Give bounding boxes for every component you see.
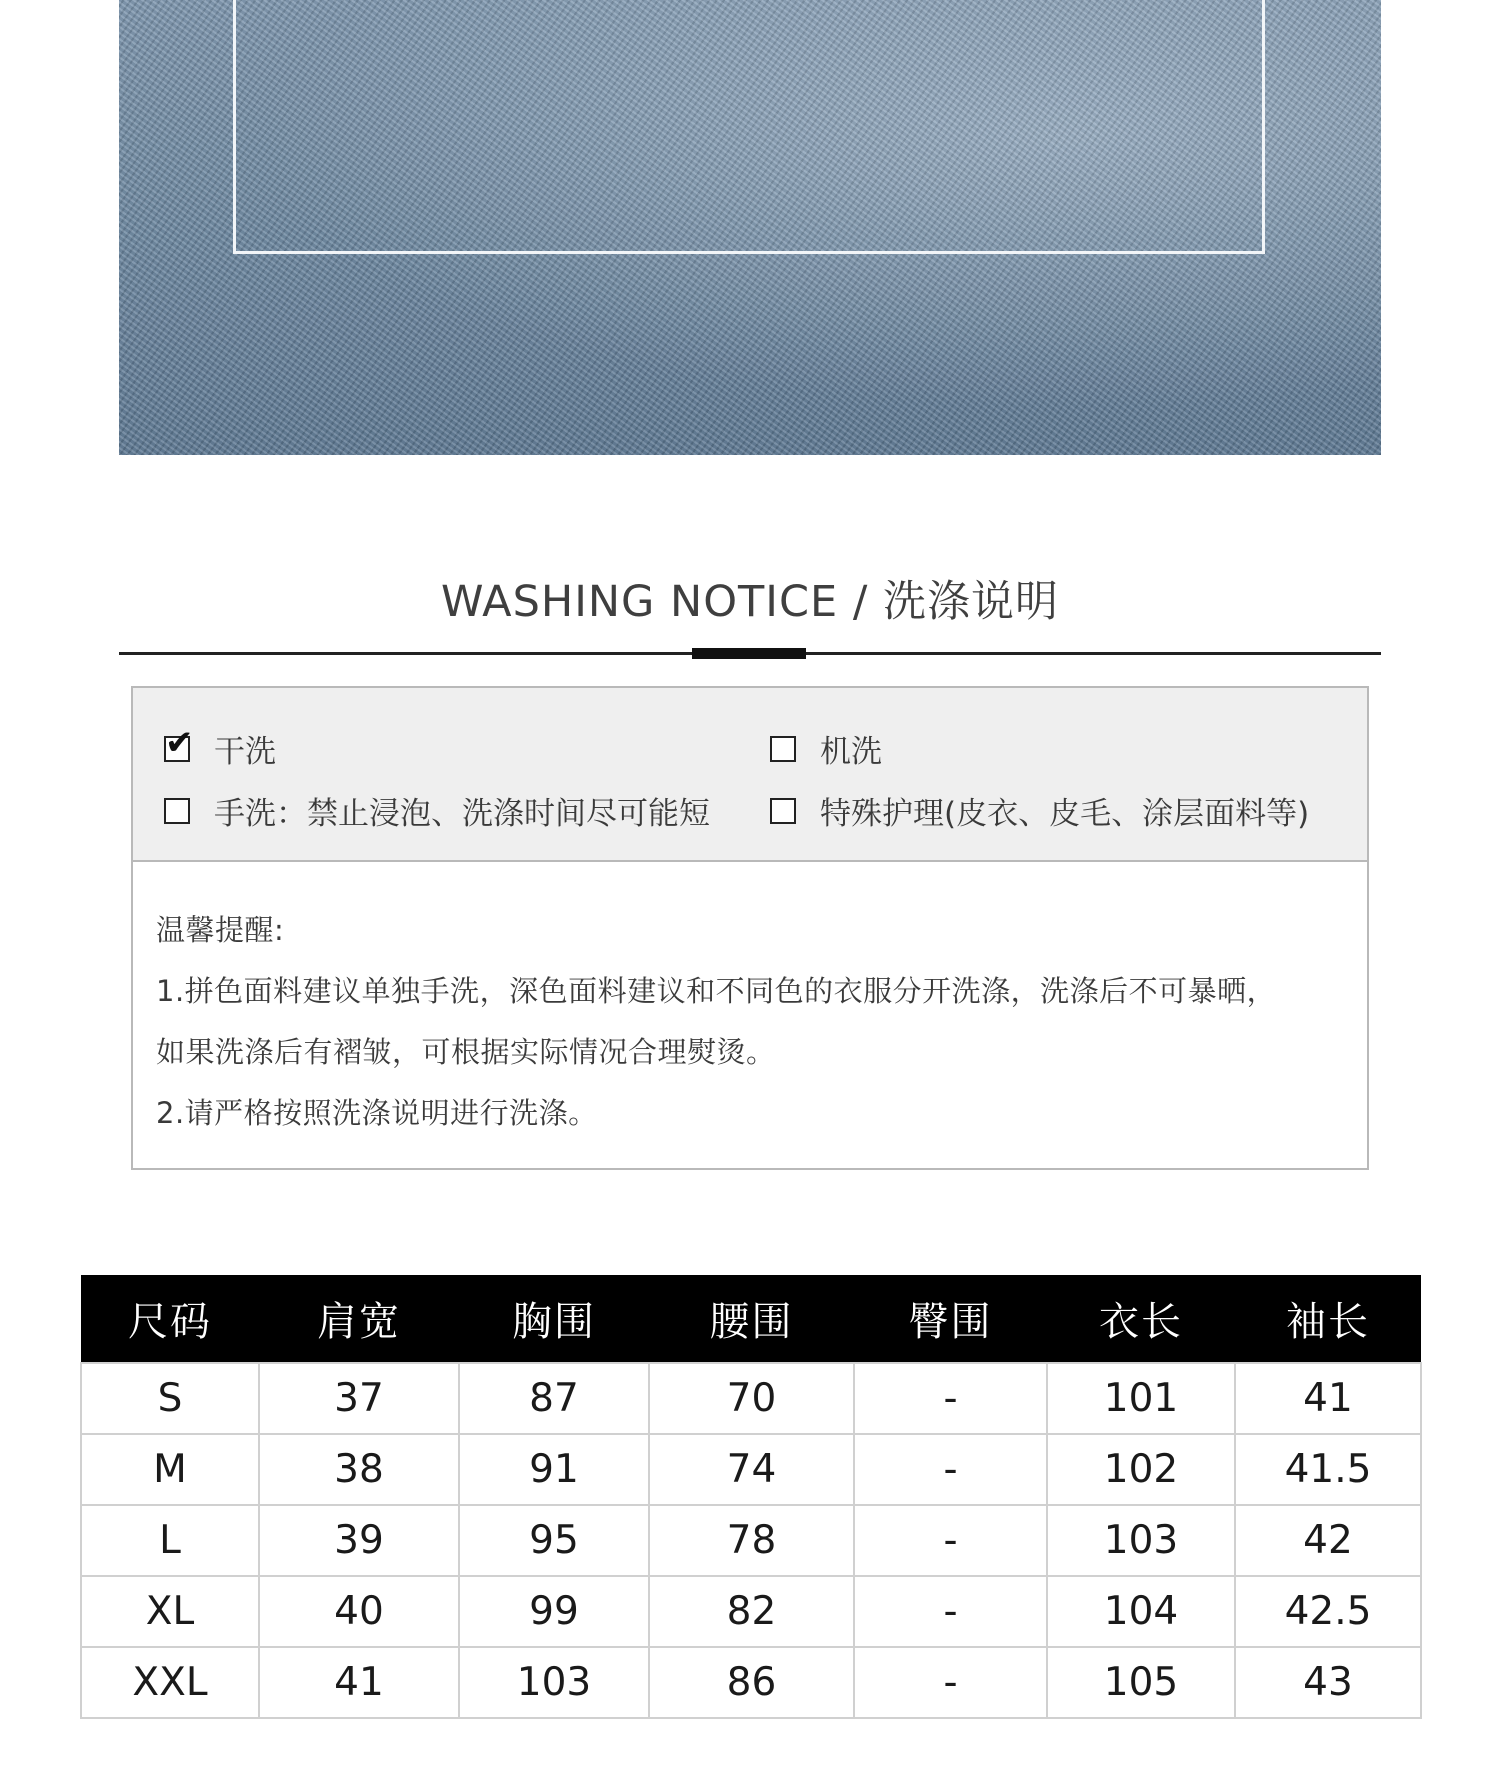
- option-hand-wash: [164, 788, 710, 833]
- table-cell: XL: [81, 1576, 259, 1647]
- table-cell: 101: [1047, 1363, 1235, 1434]
- table-row: [81, 1647, 1421, 1718]
- header-length: 衣长: [1047, 1275, 1235, 1363]
- option-label: 机洗: [820, 734, 882, 770]
- washing-options-panel: [133, 688, 1367, 862]
- option-machine-wash: [770, 726, 882, 771]
- washing-reminder-notes: [133, 862, 1367, 1144]
- header-shoulder: 肩宽: [259, 1275, 459, 1363]
- table-cell: 39: [259, 1505, 459, 1576]
- washing-notice-title: WASHING NOTICE / 洗涤说明: [440, 577, 1060, 627]
- table-cell: M: [81, 1434, 259, 1505]
- table-row: [81, 1576, 1421, 1647]
- table-cell: 41: [1235, 1363, 1421, 1434]
- size-chart-table: [80, 1275, 1422, 1719]
- table-cell: 87: [459, 1363, 649, 1434]
- washing-instructions-box: [131, 686, 1369, 1170]
- size-table-header-row: [81, 1275, 1421, 1363]
- fabric-detail-image: [119, 0, 1381, 455]
- header-size: 尺码: [81, 1275, 259, 1363]
- table-cell: -: [854, 1505, 1047, 1576]
- table-cell: 86: [649, 1647, 854, 1718]
- reminder-line: 2.请严格按照洗涤说明进行洗涤。: [156, 1096, 598, 1130]
- table-cell: 82: [649, 1576, 854, 1647]
- checkbox-checked-icon: [164, 722, 194, 763]
- table-cell: 104: [1047, 1576, 1235, 1647]
- header-chest: 胸围: [459, 1275, 649, 1363]
- table-cell: 40: [259, 1576, 459, 1647]
- table-cell: 42.5: [1235, 1576, 1421, 1647]
- checkbox-empty-icon: [770, 736, 796, 762]
- table-cell: -: [854, 1434, 1047, 1505]
- header-sleeve: 袖长: [1235, 1275, 1421, 1363]
- option-special-care: [770, 788, 1309, 833]
- table-cell: 41.5: [1235, 1434, 1421, 1505]
- table-cell: 74: [649, 1434, 854, 1505]
- table-cell: L: [81, 1505, 259, 1576]
- table-cell: -: [854, 1647, 1047, 1718]
- reminder-heading: 温馨提醒:: [156, 913, 285, 947]
- table-cell: 103: [1047, 1505, 1235, 1576]
- table-cell: 37: [259, 1363, 459, 1434]
- table-cell: 70: [649, 1363, 854, 1434]
- table-cell: -: [854, 1363, 1047, 1434]
- table-cell: 105: [1047, 1647, 1235, 1718]
- table-row: [81, 1434, 1421, 1505]
- reminder-line: 1.拼色面料建议单独手洗，深色面料建议和不同色的衣服分开洗涤，洗涤后不可暴晒，: [156, 974, 1277, 1008]
- title-divider-accent: [692, 648, 806, 659]
- table-cell: 91: [459, 1434, 649, 1505]
- option-label: 干洗: [214, 734, 276, 770]
- checkbox-empty-icon: [164, 798, 190, 824]
- table-row: [81, 1505, 1421, 1576]
- table-cell: 78: [649, 1505, 854, 1576]
- table-cell: -: [854, 1576, 1047, 1647]
- option-label: 特殊护理(皮衣、皮毛、涂层面料等): [820, 796, 1310, 832]
- table-cell: XXL: [81, 1647, 259, 1718]
- table-row: [81, 1363, 1421, 1434]
- table-cell: 42: [1235, 1505, 1421, 1576]
- header-waist: 腰围: [649, 1275, 854, 1363]
- table-cell: 102: [1047, 1434, 1235, 1505]
- reminder-line: 如果洗涤后有褶皱，可根据实际情况合理熨烫。: [156, 1035, 776, 1069]
- fabric-frame-border: [233, 0, 1265, 254]
- check-mark-icon: ✔: [165, 722, 194, 763]
- table-cell: 99: [459, 1576, 649, 1647]
- table-cell: 38: [259, 1434, 459, 1505]
- checkbox-empty-icon: [770, 798, 796, 824]
- table-cell: 41: [259, 1647, 459, 1718]
- option-label: 手洗：禁止浸泡、洗涤时间尽可能短: [214, 796, 710, 832]
- table-cell: 95: [459, 1505, 649, 1576]
- table-cell: S: [81, 1363, 259, 1434]
- option-dry-clean: [164, 722, 276, 771]
- table-cell: 103: [459, 1647, 649, 1718]
- table-cell: 43: [1235, 1647, 1421, 1718]
- header-hip: 臀围: [854, 1275, 1047, 1363]
